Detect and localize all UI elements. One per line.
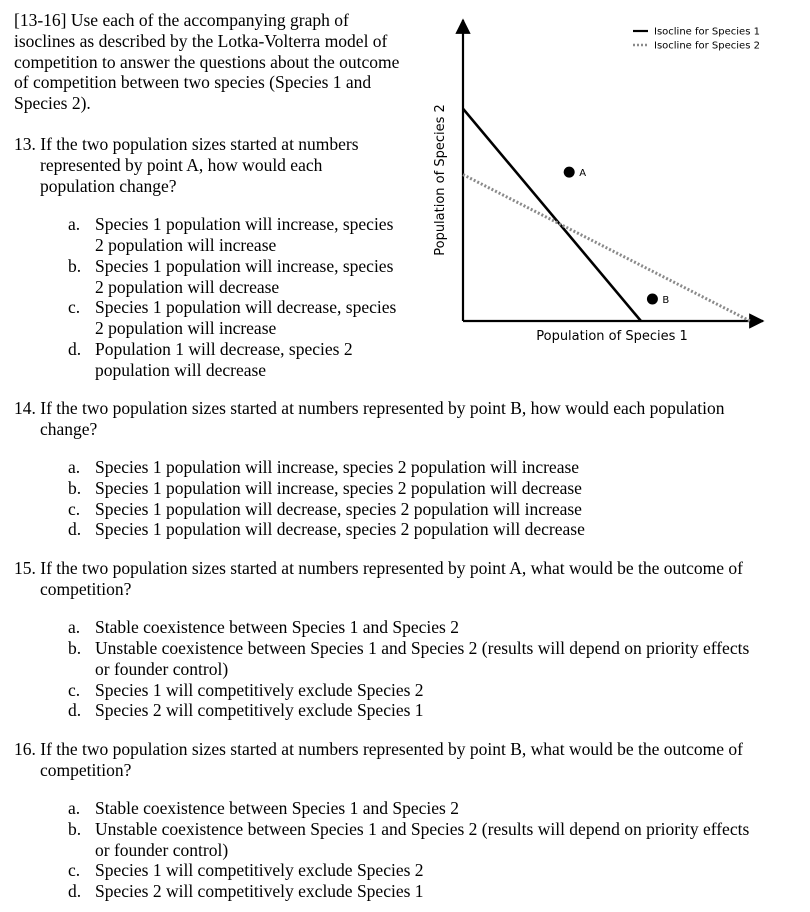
question-stem-line: represented by point A, how would each bbox=[40, 155, 323, 175]
question-stem-line: competition? bbox=[40, 760, 132, 780]
option-text: 2 population will increase bbox=[95, 234, 277, 255]
question-stem-line: If the two population sizes started at numbers bbox=[40, 134, 359, 154]
option-text: Species 1 population will decrease, species 2 population will decrease bbox=[95, 519, 585, 539]
x-axis-label: Population of Species 1 bbox=[536, 329, 688, 344]
option-letter: b. bbox=[68, 638, 82, 658]
intro-line: Species 2). bbox=[14, 93, 91, 114]
question-15 bbox=[14, 558, 743, 600]
option-letter: d. bbox=[68, 339, 82, 359]
option-text: Species 1 population will increase, species 2 population will increase bbox=[95, 457, 580, 477]
option-letter: c. bbox=[68, 499, 81, 519]
option-text: 2 population will increase bbox=[95, 317, 277, 338]
option-letter: c. bbox=[68, 860, 81, 880]
question-13 bbox=[14, 134, 359, 197]
question-stem bbox=[14, 398, 725, 419]
option-text: Species 1 population will increase, species bbox=[95, 256, 394, 276]
question-16 bbox=[14, 739, 743, 781]
option-text: Species 1 will competitively exclude Species 2 bbox=[95, 860, 424, 880]
intro-line: [13-16] Use each of the accompanying graph of bbox=[14, 10, 349, 30]
point-a-label: A bbox=[579, 168, 587, 180]
option-text: Species 1 will competitively exclude Species 2 bbox=[95, 680, 424, 700]
intro-line: isoclines as described by the Lotka-Volterra model of bbox=[14, 30, 388, 51]
option-letter: b. bbox=[68, 256, 82, 276]
option-text: Species 2 will competitively exclude Species 1 bbox=[95, 700, 424, 720]
question-stem-line: competition? bbox=[40, 579, 132, 599]
option-text: population will decrease bbox=[95, 359, 267, 380]
option-letter: c. bbox=[68, 297, 81, 317]
option-letter: d. bbox=[68, 700, 82, 720]
question-number: 16. bbox=[14, 739, 36, 759]
intro-line: of competition between two species (Species 1 and bbox=[14, 72, 372, 93]
option-letter: d. bbox=[68, 519, 82, 539]
option-text: Species 2 will competitively exclude Species 1 bbox=[95, 881, 424, 901]
y-axis-label: Population of Species 2 bbox=[433, 104, 448, 256]
question-14 bbox=[14, 398, 725, 440]
option-letter: a. bbox=[68, 798, 81, 818]
option-letter: a. bbox=[68, 214, 81, 234]
option-text: Species 1 population will decrease, species bbox=[95, 297, 397, 317]
option-text: Stable coexistence between Species 1 and Species 2 bbox=[95, 617, 459, 637]
isocline-species-1-line bbox=[463, 109, 641, 321]
question-stem bbox=[14, 134, 359, 155]
question-number: 15. bbox=[14, 558, 36, 578]
question-stem-line: change? bbox=[40, 419, 98, 439]
option-letter: c. bbox=[68, 680, 81, 700]
option-text: Species 1 population will increase, species bbox=[95, 214, 394, 234]
point-b-marker bbox=[647, 294, 658, 305]
option-text: Species 1 population will decrease, species 2 population will increase bbox=[95, 499, 582, 519]
isocline-species-2-line bbox=[463, 175, 750, 321]
question-stem-line: If the two population sizes started at numbers represented by point B, what would be the outcome of bbox=[40, 739, 743, 759]
option-text: Population 1 will decrease, species 2 bbox=[95, 339, 353, 359]
option-text: or founder control) bbox=[95, 839, 229, 860]
question-stem bbox=[14, 558, 743, 579]
point-b-label: B bbox=[662, 295, 670, 307]
option-text: Species 1 population will increase, species 2 population will decrease bbox=[95, 478, 582, 498]
option-letter: b. bbox=[68, 819, 82, 839]
question-stem-line: population change? bbox=[40, 176, 177, 196]
point-a-marker bbox=[564, 167, 575, 178]
question-number: 13. bbox=[14, 134, 36, 154]
option-text: Stable coexistence between Species 1 and Species 2 bbox=[95, 798, 459, 818]
isocline-chart bbox=[420, 12, 805, 352]
intro-line: competition to answer the questions about the outcome bbox=[14, 51, 400, 72]
question-stem-line: If the two population sizes started at numbers represented by point A, what would be the outcome of bbox=[40, 558, 743, 578]
option-letter: a. bbox=[68, 617, 81, 637]
option-letter: a. bbox=[68, 457, 81, 477]
option-text: Unstable coexistence between Species 1 and Species 2 (results will depend on priority effects bbox=[95, 819, 750, 839]
intro-paragraph bbox=[14, 10, 399, 114]
option-letter: d. bbox=[68, 881, 82, 901]
option-text: Unstable coexistence between Species 1 and Species 2 (results will depend on priority effects bbox=[95, 638, 750, 658]
option-text: 2 population will decrease bbox=[95, 276, 280, 297]
legend-label-species-1: Isocline for Species 1 bbox=[654, 26, 760, 38]
question-stem-line: If the two population sizes started at numbers represented by point B, how would each population bbox=[40, 398, 725, 418]
question-number: 14. bbox=[14, 398, 36, 418]
question-stem bbox=[14, 739, 743, 760]
legend-label-species-2: Isocline for Species 2 bbox=[654, 40, 760, 52]
option-text: or founder control) bbox=[95, 658, 229, 679]
option-letter: b. bbox=[68, 478, 82, 498]
